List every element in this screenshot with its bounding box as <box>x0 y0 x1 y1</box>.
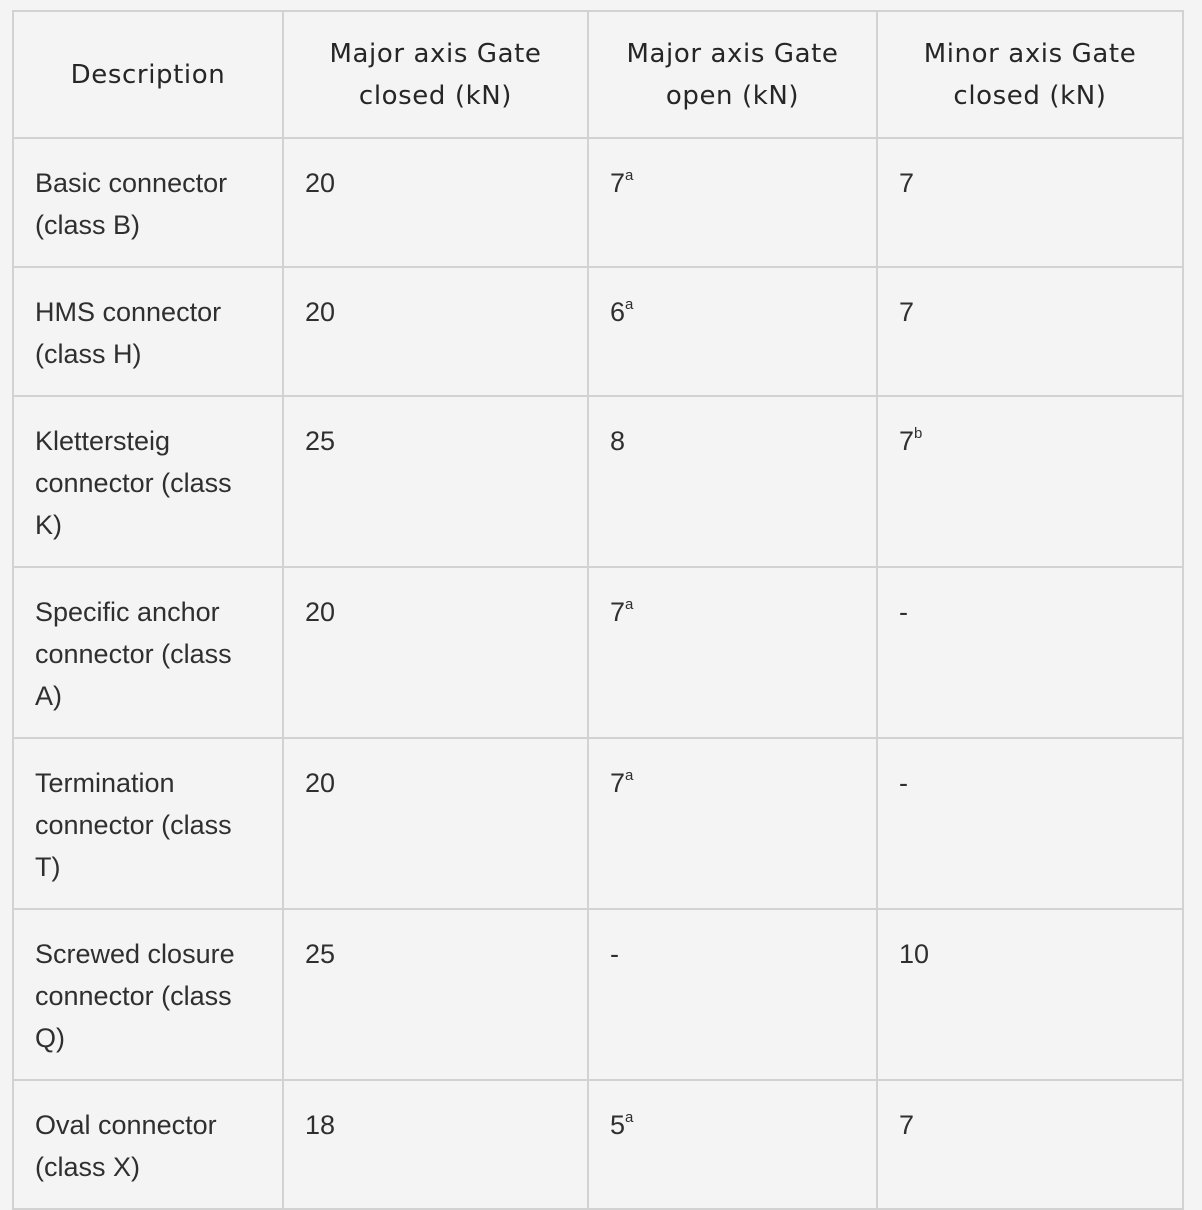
table-row <box>13 138 1183 267</box>
table-row <box>13 396 1183 567</box>
table-row <box>13 267 1183 396</box>
cell-minor-closed <box>877 396 1183 567</box>
header-major-axis-gate-closed: Major axis Gate closed (kN) <box>283 11 588 138</box>
cell-major-closed: 18 <box>283 1080 588 1209</box>
cell-major-closed: 25 <box>283 396 588 567</box>
cell-major-open <box>588 396 877 567</box>
cell-minor-closed-value: - <box>899 768 908 798</box>
cell-major-open-value: 7 <box>610 168 626 198</box>
cell-major-open <box>588 1080 877 1209</box>
cell-minor-closed-value: 7 <box>899 426 915 456</box>
cell-minor-closed <box>877 1080 1183 1209</box>
cell-minor-closed <box>877 738 1183 909</box>
cell-minor-closed <box>877 909 1183 1080</box>
cell-major-closed: 20 <box>283 567 588 738</box>
cell-description: Basic connector (class B) <box>13 138 283 267</box>
footnote-marker: a <box>625 296 634 313</box>
connector-strength-table-wrapper <box>12 10 1182 1210</box>
cell-major-open-value: 8 <box>610 426 626 456</box>
cell-minor-closed-value: 7 <box>899 297 915 327</box>
header-major-axis-gate-open: Major axis Gate open (kN) <box>588 11 877 138</box>
cell-minor-closed <box>877 567 1183 738</box>
table-row <box>13 738 1183 909</box>
footnote-marker: a <box>625 1109 634 1126</box>
cell-minor-closed-value: - <box>899 597 908 627</box>
footnote-marker: a <box>625 767 634 784</box>
cell-major-open <box>588 267 877 396</box>
cell-major-open <box>588 909 877 1080</box>
cell-major-closed: 20 <box>283 267 588 396</box>
footnote-marker: a <box>625 167 634 184</box>
cell-major-open-value: 5 <box>610 1110 626 1140</box>
table-row <box>13 1080 1183 1209</box>
footnote-marker: b <box>914 425 923 442</box>
cell-description: Screwed closure connector (class Q) <box>13 909 283 1080</box>
cell-major-closed: 20 <box>283 738 588 909</box>
cell-description: HMS connector (class H) <box>13 267 283 396</box>
table-header-row <box>13 11 1183 138</box>
header-minor-axis-gate-closed: Minor axis Gate closed (kN) <box>877 11 1183 138</box>
table-row <box>13 909 1183 1080</box>
header-description: Description <box>13 11 283 138</box>
table-row <box>13 567 1183 738</box>
cell-major-open-value: 6 <box>610 297 626 327</box>
cell-major-open-value: - <box>610 939 619 969</box>
cell-major-open <box>588 138 877 267</box>
cell-major-open-value: 7 <box>610 768 626 798</box>
cell-major-open <box>588 567 877 738</box>
cell-major-open <box>588 738 877 909</box>
cell-minor-closed <box>877 138 1183 267</box>
cell-description: Specific anchor connector (class A) <box>13 567 283 738</box>
footnote-marker: a <box>625 596 634 613</box>
cell-minor-closed <box>877 267 1183 396</box>
cell-major-closed: 25 <box>283 909 588 1080</box>
cell-description: Oval connector (class X) <box>13 1080 283 1209</box>
connector-strength-table <box>12 10 1184 1210</box>
cell-description: Klettersteig connector (class K) <box>13 396 283 567</box>
cell-major-open-value: 7 <box>610 597 626 627</box>
cell-minor-closed-value: 7 <box>899 168 915 198</box>
cell-minor-closed-value: 10 <box>899 939 930 969</box>
cell-description: Termination connector (class T) <box>13 738 283 909</box>
cell-major-closed: 20 <box>283 138 588 267</box>
cell-minor-closed-value: 7 <box>899 1110 915 1140</box>
